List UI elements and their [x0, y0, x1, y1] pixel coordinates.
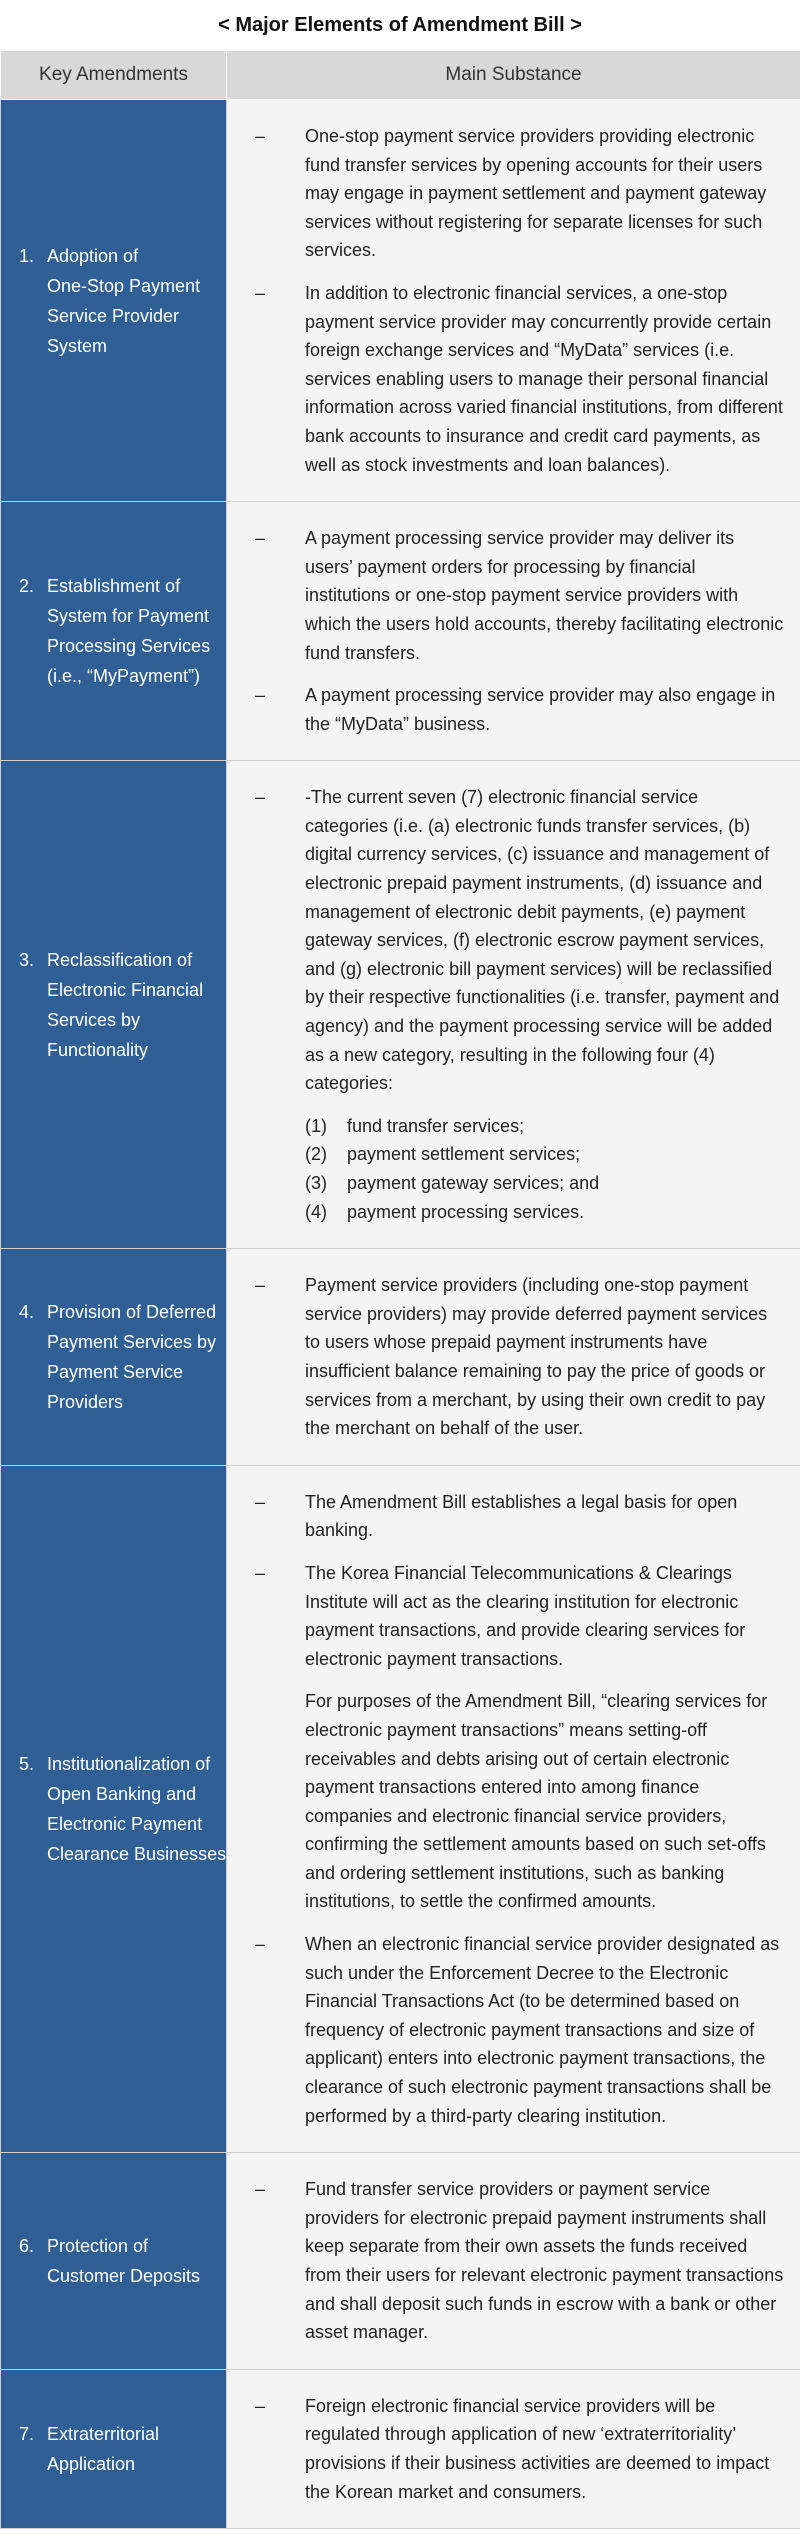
key-amendment-title [47, 2419, 159, 2479]
key-amendment-title-line: Services by [47, 1009, 141, 1030]
table-header-row [1, 51, 800, 100]
key-amendment-title-line: Clearance Businesses [47, 1843, 227, 1864]
key-amendment-title [47, 945, 203, 1065]
key-amendment-title [47, 571, 210, 691]
sub-list-item [249, 1169, 784, 1198]
dash-marker: – [255, 2395, 266, 2416]
dash-marker: – [255, 1491, 266, 1512]
key-amendment-title-line: Payment Service [47, 1361, 184, 1382]
key-amendment-number: 7. [19, 2423, 35, 2444]
main-substance-cell [227, 1465, 800, 2152]
sub-list-text: payment processing services. [347, 1201, 585, 1222]
key-amendment-label [19, 2231, 216, 2291]
key-amendment-label [19, 2419, 216, 2479]
key-amendment-title-line: Provision of Deferred [47, 1301, 217, 1322]
key-amendment-title-line: Processing Services [47, 636, 211, 657]
table-row [1, 2153, 800, 2370]
column-header-key-amendments: Key Amendments [1, 51, 227, 100]
dash-marker: – [255, 1562, 266, 1583]
key-amendment-title-line: Extraterritorial [47, 2423, 160, 2444]
key-amendment-title-line: Customer Deposits [47, 2266, 201, 2286]
table-row [1, 761, 800, 1249]
key-amendment-title-line: Establishment of [47, 576, 181, 597]
key-amendment-title-line: Adoption of [47, 245, 139, 266]
main-substance-cell [227, 2153, 800, 2370]
main-substance-cell [227, 761, 800, 1249]
bullet-text: A payment processing service provider may deliver its users’ payment orders for processing by financial institutions or one-stop payment service providers with which the users hold accounts, thereby facilitating electronic fund transfers. [305, 528, 784, 663]
key-amendment-label [19, 945, 216, 1065]
bullet-item [249, 2175, 784, 2347]
bullet-text: Fund transfer service providers or payment service providers for electronic prepaid payment instruments shall keep separate from their own assets the funds received from their users for relevant electronic payment transactions and shall deposit such funds in escrow with a bank or other asset manager. [305, 2179, 784, 2343]
main-substance-cell [227, 502, 800, 761]
key-amendment-label [19, 571, 216, 691]
sub-list-number: (4) [305, 1201, 327, 1222]
bullet-item [249, 279, 784, 479]
key-amendment-title [47, 2231, 200, 2291]
bullet-text: Payment service providers (including one-stop payment service providers) may provide deferred payment services to users whose prepaid payment instruments have insufficient balance remaining to pay the price of goods or services from a merchant, by using their own credit to pay the merchant on behalf of the user. [305, 1275, 768, 1439]
bullet-item [249, 1271, 784, 1443]
sub-list-text: payment settlement services; [347, 1144, 581, 1165]
key-amendment-number: 1. [19, 245, 35, 266]
main-substance-cell [227, 100, 800, 502]
sub-list-number: (3) [305, 1173, 327, 1193]
dash-marker: – [255, 685, 266, 706]
key-amendment-cell [1, 2153, 227, 2370]
key-amendment-label [19, 1297, 216, 1417]
key-amendment-title-line: Electronic Payment [47, 1813, 203, 1834]
key-amendment-title-line: Open Banking and [47, 1783, 197, 1804]
key-amendment-title-line: Providers [47, 1391, 124, 1412]
amendments-table [0, 50, 800, 2529]
bullet-text: -The current seven (7) electronic financial service categories (i.e. (a) electronic funds transfer services, (b) digital currency services, (c) issuance and management of electronic prepaid payment instruments, (d) issuance and management of electronic debit payments, (e) payment gateway services, (f) electronic escrow payment services, and (g) electronic bill payment services) will be reclassified by their respective functionalities (i.e. transfer, payment and agency) and the payment processing service will be added as a new category, resulting in the following four (4) categories: [305, 787, 780, 1094]
key-amendment-title [47, 1749, 226, 1869]
definition-paragraph: For purposes of the Amendment Bill, “clearing services for electronic payment transactions” means setting-off receivables and debts arising out of certain electronic payment transactions entered into among finance companies and electronic financial service providers, confirming the settlement amounts based on such set-offs and ordering settlement institutions, such as banking institutions, to settle the confirmed amounts. [305, 1691, 768, 1912]
bullet-item [249, 524, 784, 667]
sub-list-item [249, 1140, 784, 1169]
key-amendment-number: 6. [19, 2236, 35, 2256]
key-amendment-title-line: System for Payment [47, 606, 210, 627]
bullet-text: A payment processing service provider may also engage in the “MyData” business. [305, 685, 776, 734]
sub-list-item [249, 1198, 784, 1227]
key-amendment-title-line: Functionality [47, 1039, 149, 1060]
key-amendment-label [19, 241, 216, 361]
dash-marker: – [255, 1275, 266, 1296]
column-header-main-substance: Main Substance [227, 51, 800, 100]
sub-list-text: fund transfer services; [347, 1115, 525, 1136]
key-amendment-title-line: Institutionalization of [47, 1753, 211, 1774]
key-amendment-cell [1, 1465, 227, 2152]
key-amendment-cell [1, 1249, 227, 1466]
bullet-item [249, 1488, 784, 1545]
key-amendment-label [19, 1749, 227, 1869]
table-row [1, 1249, 800, 1466]
key-amendment-title [47, 241, 200, 361]
page-title: < Major Elements of Amendment Bill > [218, 14, 582, 36]
key-amendment-cell [1, 2369, 227, 2528]
bullet-text: The Korea Financial Telecommunications & Clearings Institute will act as the clearing institution for electronic payment transactions, and provide clearing services for electronic payment transactions. [305, 1562, 746, 1669]
key-amendment-title-line: System [47, 335, 108, 356]
key-amendment-title-line: Protection of [47, 2236, 149, 2256]
key-amendment-title-line: Reclassification of [47, 949, 193, 970]
bullet-text: Foreign electronic financial service providers will be regulated through application of new ‘extraterritoriality’ provisions if their business activities are deemed to impact the Korean market and consumers. [305, 2395, 770, 2502]
key-amendment-cell [1, 502, 227, 761]
sub-list-text: payment gateway services; and [347, 1173, 600, 1193]
bullet-item [249, 681, 784, 738]
key-amendment-number: 4. [19, 1301, 35, 1322]
main-substance-cell [227, 2369, 800, 2528]
bullet-item [249, 1930, 784, 2130]
key-amendment-number: 3. [19, 949, 35, 970]
key-amendment-title-line: Application [47, 2453, 136, 2474]
main-substance-cell [227, 1249, 800, 1466]
sub-list-number: (2) [305, 1144, 327, 1165]
key-amendment-title-line: Payment Services by [47, 1331, 217, 1352]
key-amendment-number: 2. [19, 576, 35, 597]
table-row [1, 502, 800, 761]
dash-marker: – [255, 126, 266, 146]
dash-marker: – [255, 787, 266, 808]
sub-list-item [249, 1112, 784, 1141]
key-amendment-number: 5. [19, 1753, 35, 1774]
table-row [1, 100, 800, 502]
bullet-text: One-stop payment service providers providing electronic fund transfer services by opening accounts for their users may engage in payment settlement and payment gateway services without registering for separate licenses for such services. [305, 126, 767, 261]
bullet-text: The Amendment Bill establishes a legal basis for open banking. [305, 1491, 738, 1541]
bullet-text: In addition to electronic financial services, a one-stop payment service provider may concurrently provide certain foreign exchange services and “MyData” services (i.e. services enabling users to manage their personal financial information across varied financial institutions, from different bank accounts to insurance and credit card payments, as well as stock investments and loan balances). [305, 282, 783, 475]
key-amendment-title [47, 1297, 216, 1417]
dash-marker: – [255, 282, 266, 303]
key-amendment-cell [1, 761, 227, 1249]
bullet-item [249, 2392, 784, 2506]
table-row [1, 1465, 800, 2152]
key-amendment-cell [1, 100, 227, 502]
bullet-item [249, 122, 784, 265]
key-amendment-title-line: Service Provider [47, 305, 180, 326]
bullet-item [249, 1559, 784, 1673]
key-amendment-title-line: Electronic Financial [47, 979, 204, 1000]
table-row [1, 2369, 800, 2528]
dash-marker: – [255, 528, 266, 549]
dash-marker: – [255, 2179, 266, 2200]
dash-marker: – [255, 1934, 266, 1955]
bullet-text: When an electronic financial service provider designated as such under the Enforcement Decree to the Electronic Financial Transactions Act (to be determined based on frequency of electronic payment transactions and size of applicant) enters into electronic payment transactions, the clearance of such electronic payment transactions shall be performed by a third-party clearing institution. [305, 1934, 780, 2126]
key-amendment-title-line: One-Stop Payment [47, 275, 201, 296]
sub-list-number: (1) [305, 1115, 327, 1136]
bullet-item [249, 783, 784, 1098]
key-amendment-title-line: (i.e., “MyPayment”) [47, 666, 201, 687]
